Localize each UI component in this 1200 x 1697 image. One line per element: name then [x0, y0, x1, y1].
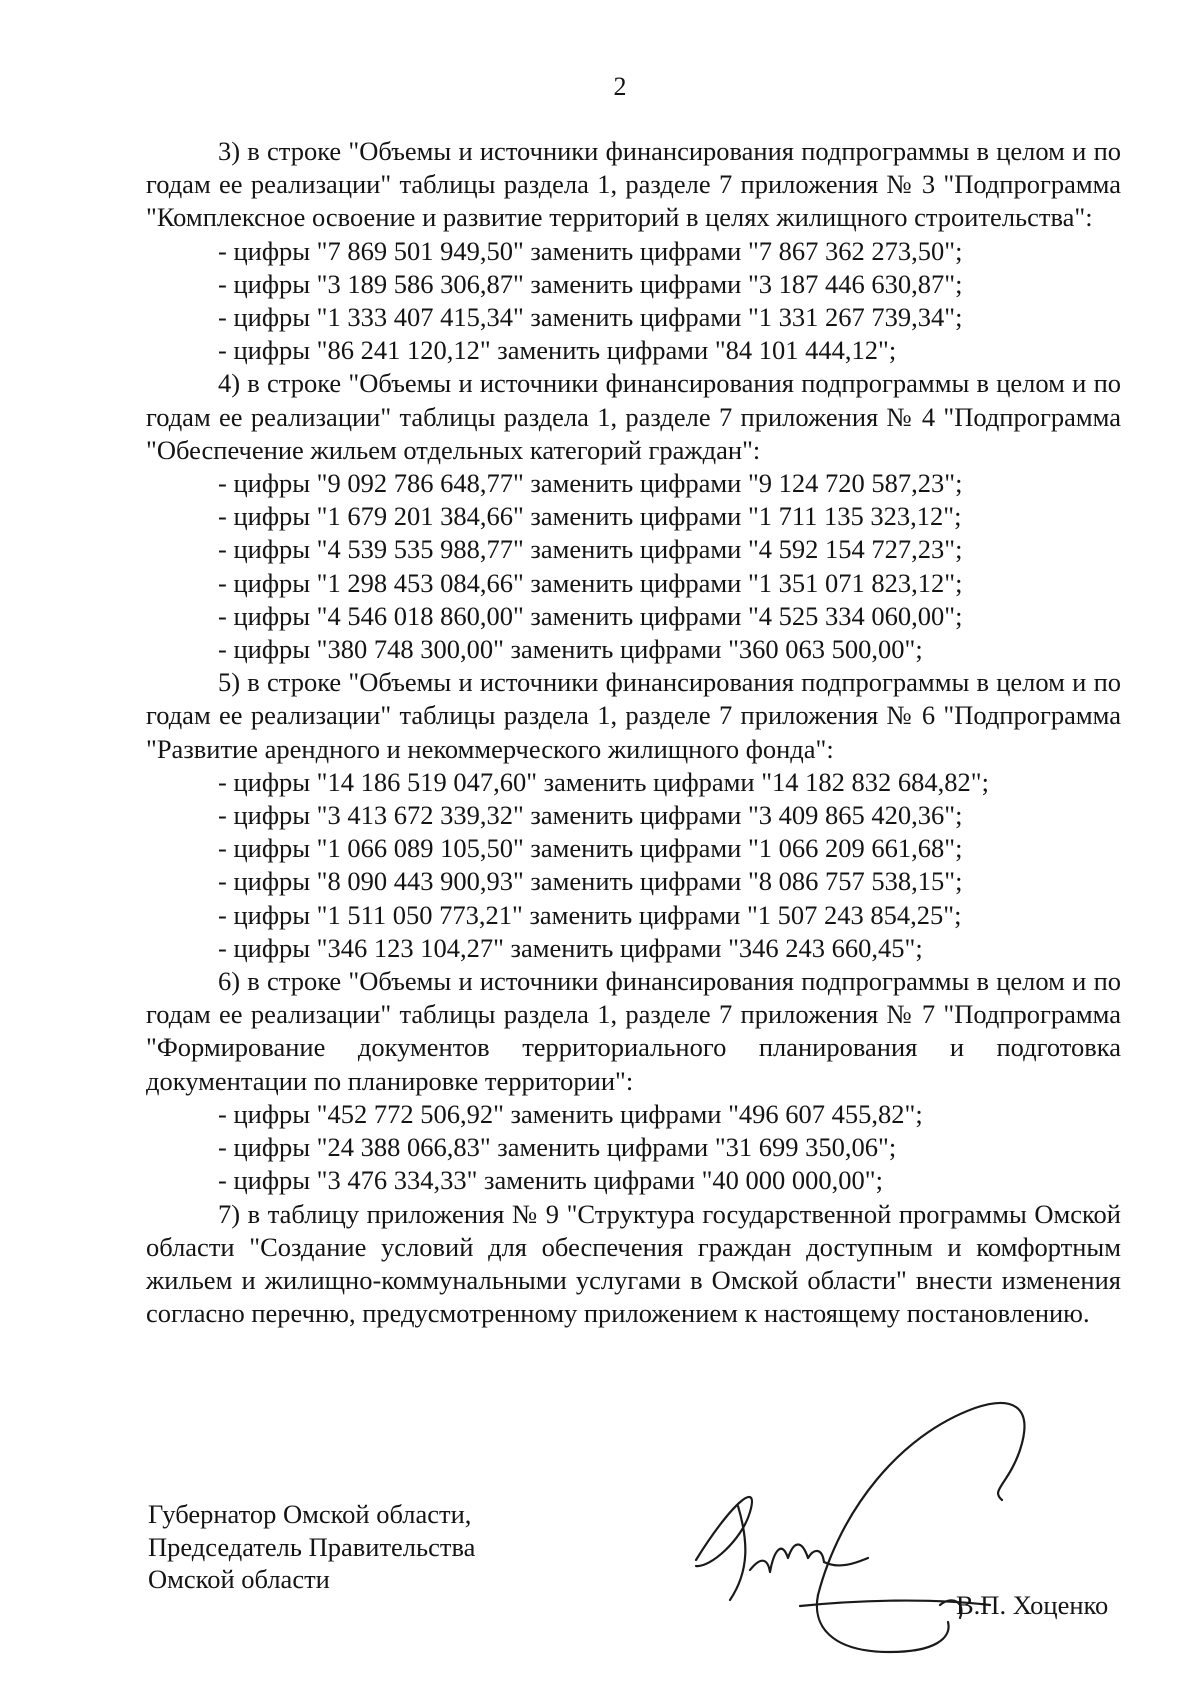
amendment-intro: 3) в строке "Объемы и источники финансирования подпрограммы в целом и по годам ее реализации" таблицы раздела 1, разделе 7 приложения № 3 "Подпрограмма "Комплексное освоение и развитие территорий в целях жилищного строительства": [146, 136, 1121, 233]
figure-replacement: - цифры "346 123 104,27" заменить цифрами "346 243 660,45"; [218, 932, 923, 963]
figure-replacement: - цифры "1 066 089 105,50" заменить цифрами "1 066 209 661,68"; [218, 833, 963, 864]
amendment-intro: 6) в строке "Объемы и источники финансирования подпрограммы в целом и по годам ее реализации" таблицы раздела 1, разделе 7 приложения № 7 "Подпрограмма "Формирование документов территориального планирования и подготовка документации по планировке территории": [146, 966, 1121, 1096]
document-body [146, 135, 1121, 1330]
figure-replacement: - цифры "452 772 506,92" заменить цифрами "496 607 455,82"; [218, 1098, 923, 1129]
figure-replacement: - цифры "3 413 672 339,32" заменить цифрами "3 409 865 420,36"; [218, 800, 963, 831]
figure-replacement: - цифры "1 298 453 084,66" заменить цифрами "1 351 071 823,12"; [218, 567, 963, 598]
signatory-position-line: Омской области [148, 1564, 330, 1594]
signatory-position-line: Губернатор Омской области, [148, 1499, 472, 1529]
figure-replacement: - цифры "8 090 443 900,93" заменить цифрами "8 086 757 538,15"; [218, 866, 963, 897]
amendment-intro: 7) в таблицу приложения № 9 "Структура государственной программы Омской области "Создание условий для обеспечения граждан доступным и комфортным жильем и жилищно-коммунальными услугами в Омской области" внести изменения согласно перечню, предусмотренному приложением к настоящему постановлению. [146, 1198, 1121, 1329]
figure-replacement: - цифры "3 476 334,33" заменить цифрами "40 000 000,00"; [218, 1165, 883, 1196]
figure-replacement: - цифры "1 679 201 384,66" заменить цифрами "1 711 135 323,12"; [218, 501, 962, 532]
amendment-item-6 [146, 965, 1121, 1197]
page-number: 2 [613, 72, 627, 101]
figure-replacement: - цифры "1 511 050 773,21" заменить цифрами "1 507 243 854,25"; [218, 899, 962, 930]
signatory-position [148, 1498, 475, 1596]
figure-replacement: - цифры "1 333 407 415,34" заменить цифрами "1 331 267 739,34"; [218, 302, 963, 333]
figure-replacement: - цифры "3 189 586 306,87" заменить цифрами "3 187 446 630,87"; [218, 268, 963, 299]
figure-replacement: - цифры "9 092 786 648,77" заменить цифрами "9 124 720 587,23"; [218, 468, 963, 499]
figure-replacement: - цифры "86 241 120,12" заменить цифрами "84 101 444,12"; [218, 335, 897, 366]
signatory-position-line: Председатель Правительства [148, 1531, 476, 1562]
figure-replacement: - цифры "4 546 018 860,00" заменить цифрами "4 525 334 060,00"; [218, 600, 963, 631]
amendment-intro: 5) в строке "Объемы и источники финансирования подпрограммы в целом и по годам ее реализации" таблицы раздела 1, разделе 7 приложения № 6 "Подпрограмма "Развитие арендного и некоммерческого жилищного фонда": [146, 667, 1121, 764]
amendment-item-7 [146, 1198, 1121, 1331]
signer-name: В.П. Хоценко [956, 1590, 1109, 1620]
amendment-item-3 [146, 135, 1121, 367]
amendment-intro: 4) в строке "Объемы и источники финансирования подпрограммы в целом и по годам ее реализации" таблицы раздела 1, разделе 7 приложения № 4 "Подпрограмма "Обеспечение жильем отдельных категорий граждан": [146, 368, 1121, 465]
figure-replacement: - цифры "4 539 535 988,77" заменить цифрами "4 592 154 727,23"; [218, 534, 963, 565]
amendment-item-5 [146, 666, 1121, 965]
figure-replacement: - цифры "7 869 501 949,50" заменить цифрами "7 867 362 273,50"; [218, 235, 963, 266]
figure-replacement: - цифры "24 388 066,83" заменить цифрами "31 699 350,06"; [218, 1132, 897, 1163]
figure-replacement: - цифры "14 186 519 047,60" заменить цифрами "14 182 832 684,82"; [218, 766, 989, 797]
figure-replacement: - цифры "380 748 300,00" заменить цифрами "360 063 500,00"; [218, 634, 923, 665]
amendment-item-4 [146, 367, 1121, 666]
